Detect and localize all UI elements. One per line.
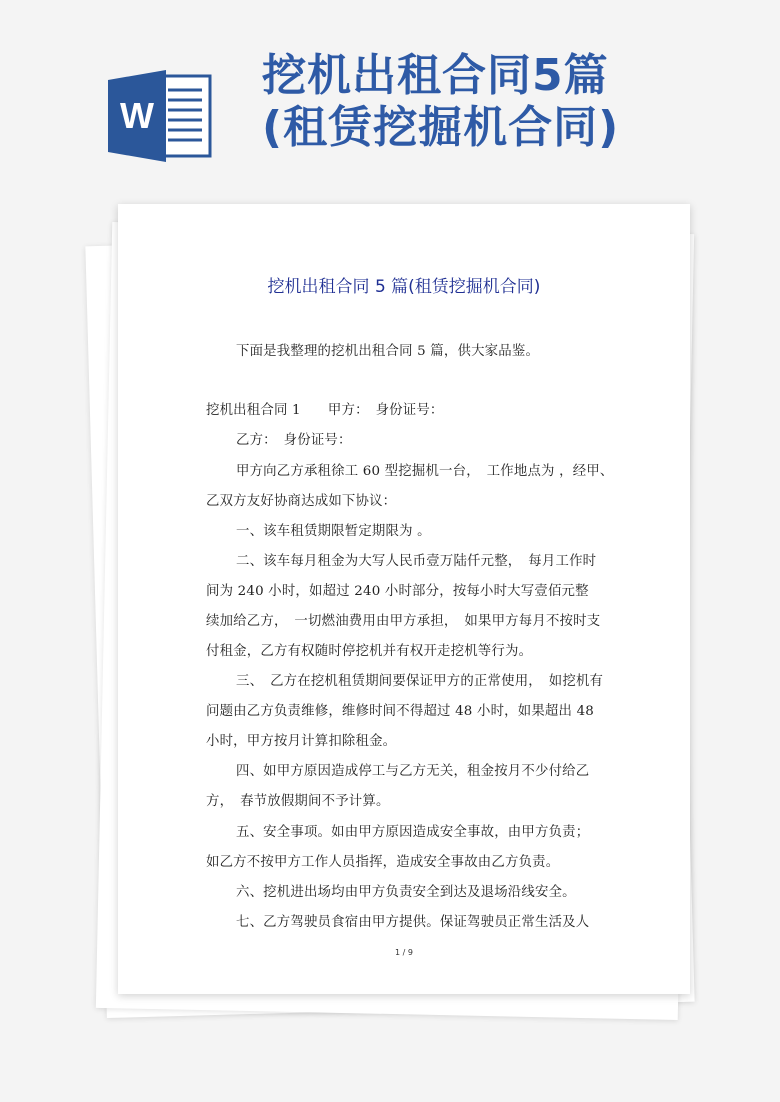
paragraph-line: 小时，甲方按月计算扣除租金。	[206, 734, 397, 749]
paragraph-line: 付租金，乙方有权随时停挖机并有权开走挖机等行为。	[206, 644, 533, 659]
page-number: 1 / 9	[395, 948, 413, 957]
word-icon-letter: W	[120, 95, 154, 136]
paragraph-line: 二、该车每月租金为大写人民币壹万陆仟元整， 每月工作时	[236, 554, 597, 569]
paragraph-line: 方， 春节放假期间不予计算。	[206, 794, 390, 809]
paragraph-line: 续加给乙方， 一切燃油费用由甲方承担， 如果甲方每月不按时支	[206, 614, 601, 629]
paragraph-line: 挖机出租合同 1 甲方： 身份证号：	[206, 403, 444, 418]
page-title	[262, 50, 762, 154]
paragraph-line: 一、该车租赁期限暂定期限为 。	[236, 524, 431, 539]
paragraph-line: 下面是我整理的挖机出租合同 5 篇，供大家品鉴。	[236, 344, 540, 359]
paragraph-line: 五、安全事项。如由甲方原因造成安全事故，由甲方负责；	[236, 825, 590, 840]
paragraph-line: 乙双方友好协商达成如下协议：	[206, 494, 397, 509]
paragraph-line: 问题由乙方负责维修，维修时间不得超过 48 小时，如果超出 48	[206, 704, 595, 719]
paragraph-line: 六、挖机进出场均由甲方负责安全到达及退场沿线安全。	[236, 885, 576, 900]
paragraph-line: 间为 240 小时，如超过 240 小时部分，按每小时大写壹佰元整	[206, 584, 589, 599]
word-icon	[108, 70, 212, 162]
paragraph-line: 乙方： 身份证号：	[236, 433, 352, 448]
document-title: 挖机出租合同 5 篇(租赁挖掘机合同)	[267, 277, 541, 297]
page-title-line2: (租赁挖掘机合同)	[262, 102, 620, 153]
paragraph-line: 如乙方不按甲方工作人员指挥，造成安全事故由乙方负责。	[206, 855, 560, 870]
document-page	[118, 204, 690, 994]
paragraph-line: 三、 乙方在挖机租赁期间要保证甲方的正常使用， 如挖机有	[236, 674, 604, 689]
paragraph-line: 甲方向乙方承租徐工 60 型挖掘机一台， 工作地点为 ，经甲、	[236, 464, 614, 479]
paragraph-line: 四、如甲方原因造成停工与乙方无关，租金按月不少付给乙	[236, 764, 590, 779]
paragraph-line: 七、乙方驾驶员食宿由甲方提供。保证驾驶员正常生活及人	[236, 915, 590, 930]
page-title-line1: 挖机出租合同5篇	[262, 50, 609, 101]
